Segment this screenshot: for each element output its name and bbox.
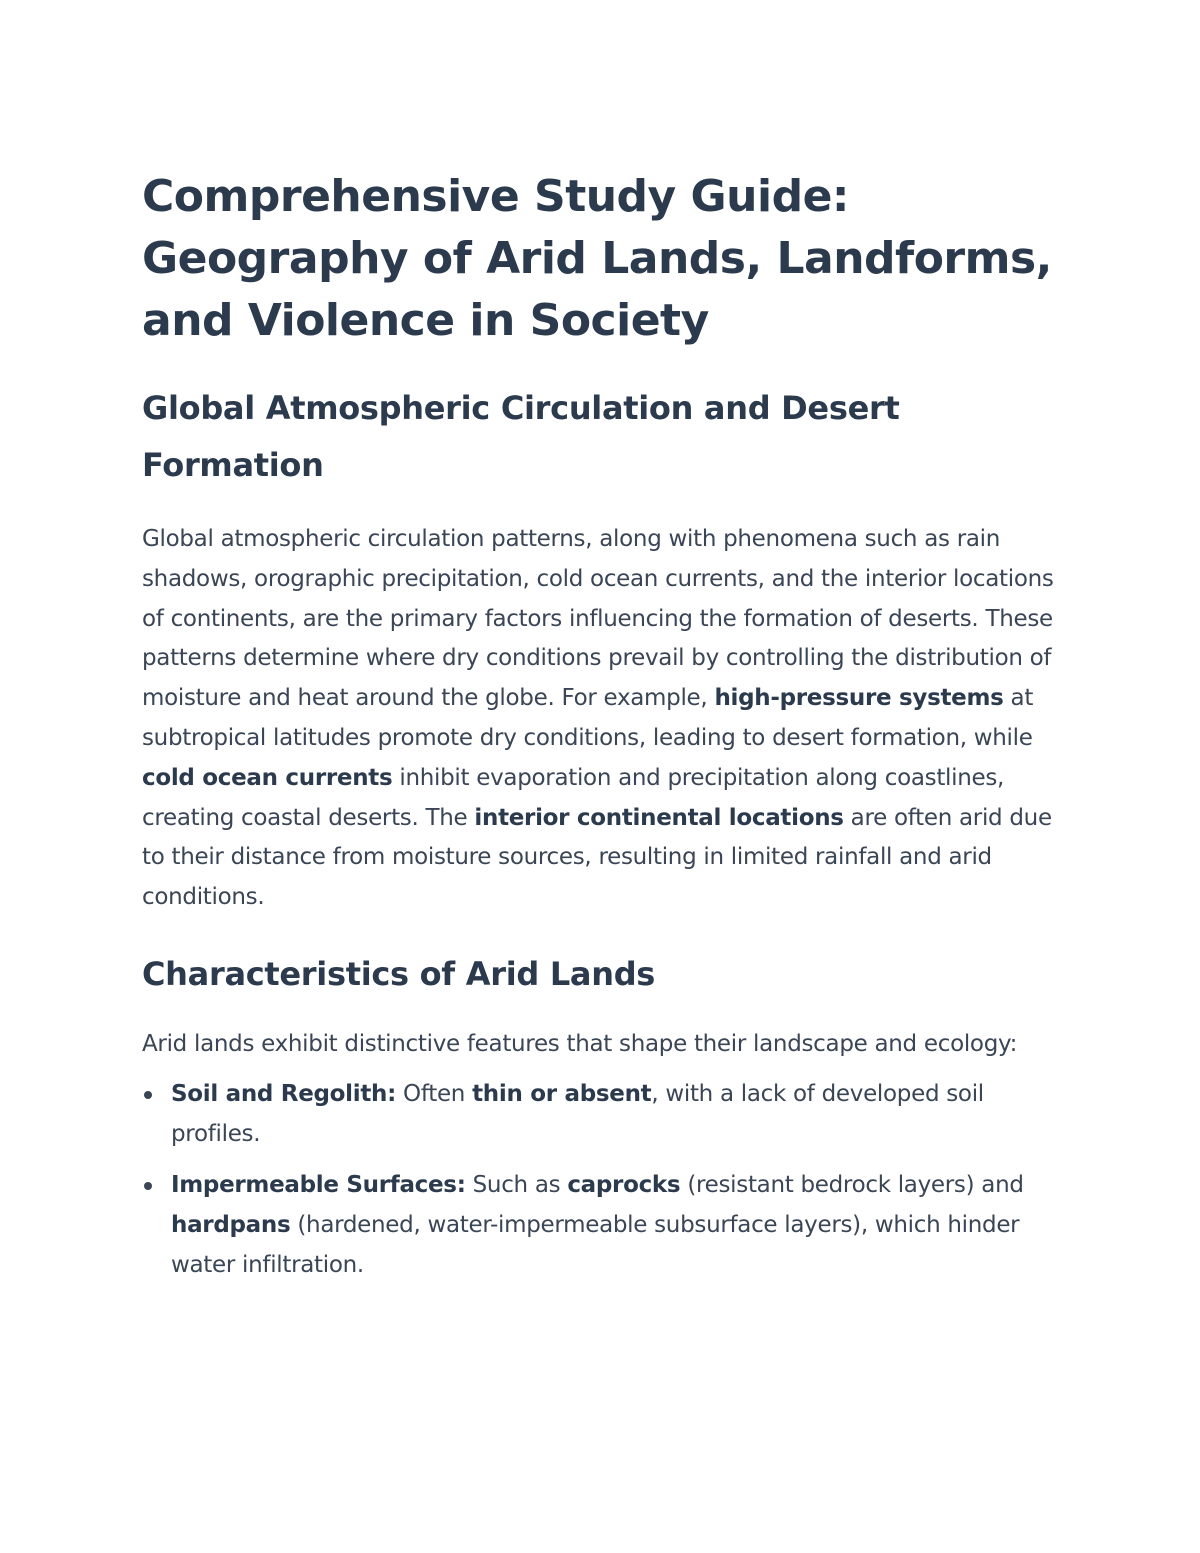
section-heading-arid-characteristics: Characteristics of Arid Lands bbox=[142, 954, 656, 993]
arid-lands-intro: Arid lands exhibit distinctive features that shape their landscape and ecology: bbox=[142, 1030, 1018, 1057]
list-item-text: (resistant bedrock layers) and bbox=[680, 1172, 1024, 1199]
document-page bbox=[142, 166, 1062, 1298]
list-item bbox=[142, 1166, 1062, 1285]
bold-term-interior-locations: interior continental locations bbox=[474, 804, 844, 831]
desert-formation-paragraph bbox=[142, 520, 1062, 918]
bold-term-cold-ocean-currents: cold ocean currents bbox=[142, 764, 393, 791]
bold-term: hardpans bbox=[171, 1212, 291, 1239]
list-item-text: , with a lack of developed soil profiles. bbox=[171, 1080, 984, 1147]
bullet-icon bbox=[144, 1091, 152, 1099]
section-heading-desert-formation: Global Atmospheric Circulation and Desert Formation bbox=[142, 389, 900, 484]
list-item-label: Soil and Regolith: bbox=[171, 1080, 397, 1107]
list-item-text: Such as bbox=[465, 1172, 568, 1199]
characteristics-list bbox=[142, 1075, 1062, 1286]
bullet-icon bbox=[144, 1182, 152, 1190]
paragraph-text: Global atmospheric circulation patterns, along with phenomena such as rain shadows, orographic precipitation, cold ocean currents, and the interior locations of continents, are the primary factors influencing the formation of deserts. These patterns determine where dry conditions prevail by controlling the distribution of moisture and heat around the globe. For example, bbox=[142, 526, 1054, 712]
paragraph-text: inhibit evaporation and precipitation along coastlines, creating coastal deserts. The bbox=[142, 764, 1005, 831]
paragraph-text: are often arid due to their distance from moisture sources, resulting in limited rainfall and arid conditions. bbox=[142, 804, 1052, 911]
list-item bbox=[142, 1075, 1062, 1155]
list-item-text: (hardened, water-impermeable subsurface layers), which hinder water infiltration. bbox=[171, 1212, 1020, 1278]
list-item-label: Impermeable Surfaces: bbox=[171, 1172, 466, 1199]
bold-term-high-pressure: high-pressure systems bbox=[714, 685, 1004, 712]
bold-term: caprocks bbox=[567, 1172, 681, 1199]
bold-term: thin or absent bbox=[472, 1080, 652, 1107]
list-item-text: Often bbox=[396, 1080, 473, 1107]
paragraph-text: at subtropical latitudes promote dry conditions, leading to desert formation, while bbox=[142, 685, 1034, 751]
page-title: Comprehensive Study Guide: Geography of Arid Lands, Landforms, and Violence in Society bbox=[142, 171, 1052, 346]
